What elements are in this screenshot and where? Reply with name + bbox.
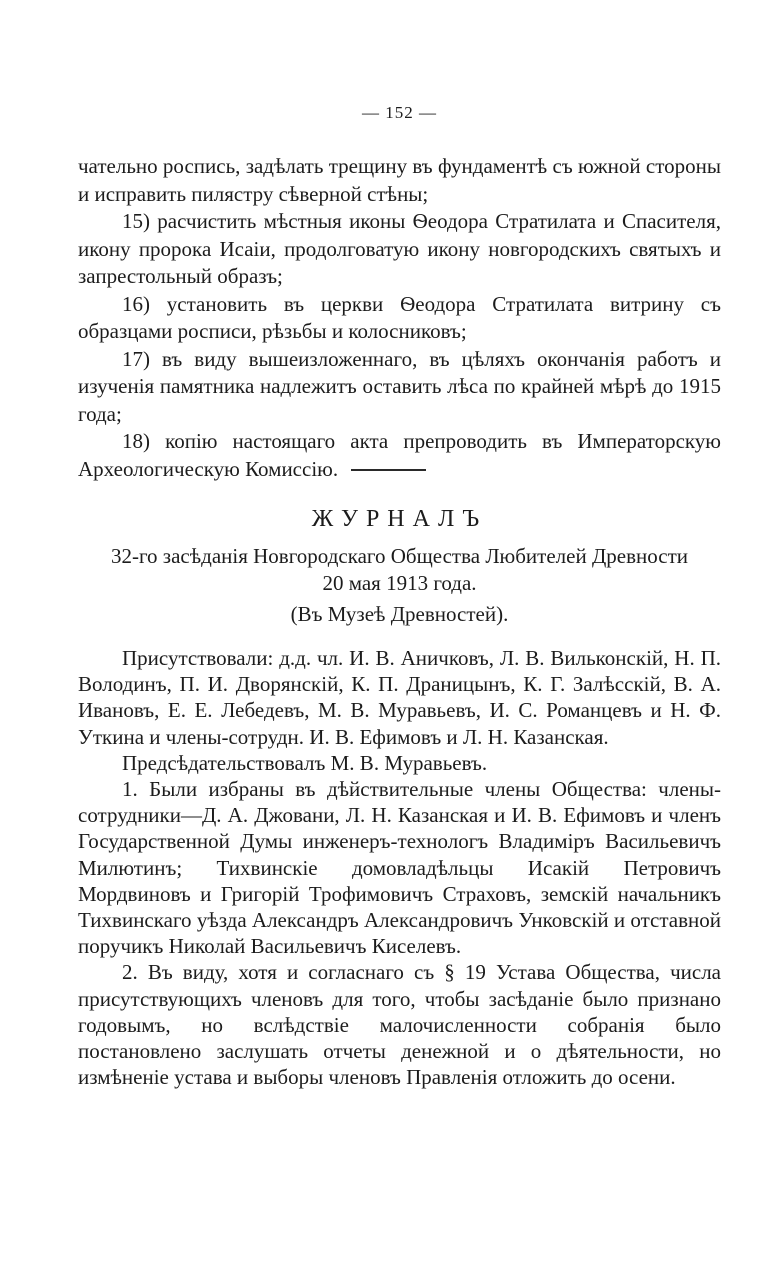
page-number: — 152 — <box>362 103 437 122</box>
meeting-minutes <box>78 645 721 1090</box>
journal-place: (Въ Музеѣ Древностей). <box>290 602 509 626</box>
paragraph-chair: Предсѣдательствовалъ М. В. Муравьевъ. <box>122 750 488 775</box>
paragraph-item-15: 15) расчистить мѣстныя иконы Ѳеодора Стратилата и Спасителя, икону пророка Исаіи, продолговатую икону новгородскихъ святыхъ и запрестольный образъ; <box>78 209 721 288</box>
paragraph-continued: чательно роспись, задѣлать трещину въ фундаментѣ съ южной стороны и исправить пилястру сѣверной стѣны; <box>78 154 721 206</box>
paragraph-item-2: 2. Въ виду, хотя и согласнаго съ § 19 Устава Общества, числа присутствующихъ членовъ для того, чтобы засѣданіе было признано годовымъ, но вслѣдствіе малочисленности собранія было постановлено заслушать отчеты денежной и о дѣятельности, но измѣненіе устава и выборы членовъ Правленія отложить до осени. <box>78 960 721 1090</box>
paragraph-item-16: 16) установить въ церкви Ѳеодора Стратилата витрину съ образцами росписи, рѣзьбы и колосниковъ; <box>78 291 721 343</box>
journal-title: ЖУРНАЛЪ <box>311 506 488 532</box>
paragraph-item-1: 1. Были избраны въ дѣйствительные члены Общества: члены-сотрудники—Д. А. Джовани, Л. Н. Казанская и И. В. Ефимовъ и членъ Государственной Думы инженеръ-технологъ Владиміръ Васильевичъ Милютинъ; Тихвинскіе домовладѣльцы Исакій Петровичъ Мордвиновъ и Григорій Трофимовичъ Страховъ, земскій начальникъ Тихвинскаго уѣзда Александръ Александровичъ Унковскій и отставной поручикъ Николай Васильевичъ Киселевъ. <box>78 777 721 959</box>
paragraph-present: Присутствовали: д.д. чл. И. В. Аничковъ, Л. В. Вильконскій, Н. П. Володинъ, П. И. Дворянскій, К. П. Драницынъ, К. Г. Залѣсскій, В. А. Ивановъ, Е. Е. Лебедевъ, М. В. Муравьевъ, И. С. Романцевъ и Н. Ф. Уткина и члены-сотрудн. И. В. Ефимовъ и Л. Н. Казанская. <box>78 646 721 749</box>
book-page <box>78 0 721 1270</box>
paragraph-item-17: 17) въ виду вышеизложеннаго, въ цѣляхъ окончанія работъ и изученія памятника надлежитъ оставить лѣса по крайней мѣрѣ до 1915 года; <box>78 346 721 426</box>
section-divider <box>351 469 426 471</box>
act-continuation <box>78 153 721 483</box>
paragraph-item-18: 18) копію настоящаго акта препроводить въ Императорскую Археологическую Комиссію. <box>78 429 721 481</box>
journal-subtitle-line1: 32-го засѣданія Новгородскаго Общества Любителей Древности <box>110 544 689 568</box>
journal-subtitle-line2: 20 мая 1913 года. <box>322 571 477 595</box>
journal-subtitle <box>78 543 721 597</box>
